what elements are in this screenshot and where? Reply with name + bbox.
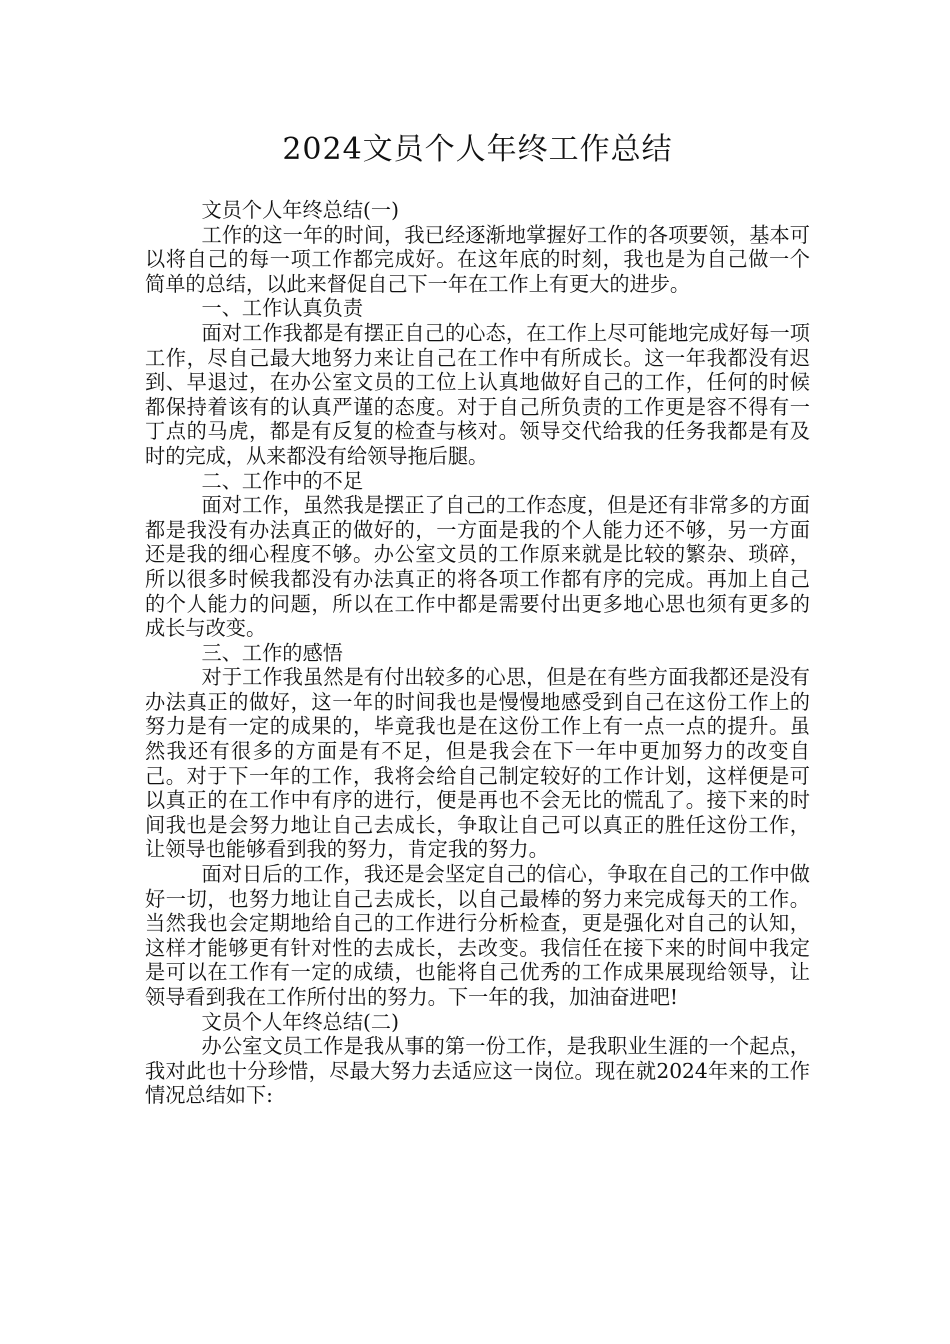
document-title: 2024文员个人年终工作总结 bbox=[282, 132, 673, 167]
paragraph-3: 对于工作我虽然是有付出较多的心思，但是在有些方面我都还是没有办法真正的做好，这一年的时间我也是慢慢地感受到自己在这份工作上的努力是有一定的成果的，毕竟我也是在这份工作上有一点一点的提升。虽然我还有很多的方面是有不足，但是我会在下一年中更加努力的改变自己。对于下一年的工作，我将会给自己制定较好的工作计划，这样便是可以真正的在工作中有序的进行，便是再也不会无比的慌乱了。接下来的时间我也是会努力地让自己去成长，争取让自己可以真正的胜任这份工作，让领导也能够看到我的努力，肯定我的努力。 bbox=[145, 665, 810, 862]
document-body bbox=[145, 198, 810, 1108]
paragraph-4: 面对日后的工作，我还是会坚定自己的信心，争取在自己的工作中做好一切，也努力地让自己去成长，以自己最棒的努力来完成每天的工作。当然我也会定期地给自己的工作进行分析检查，更是强化对自己的认知，这样才能够更有针对性的去成长，去改变。我信任在接下来的时间中我定是可以在工作有一定的成绩，也能将自己优秀的工作成果展现给领导，让领导看到我在工作所付出的努力。下一年的我，加油奋进吧! bbox=[145, 862, 810, 1009]
section-heading-2: 文员个人年终总结(二) bbox=[201, 1009, 399, 1034]
paragraph-1: 面对工作我都是有摆正自己的心态，在工作上尽可能地完成好每一项工作，尽自己最大地努力来让自己在工作中有所成长。这一年我都没有迟到、早退过，在办公室文员的工位上认真地做好自己的工作，任何的时候都保持着该有的认真严谨的态度。对于自己所负责的工作更是容不得有一丁点的马虎，都是有反复的检查与核对。领导交代给我的任务我都是有及时的完成，从来都没有给领导拖后腿。 bbox=[145, 320, 810, 468]
subheading-2: 二、工作中的不足 bbox=[201, 468, 364, 493]
document-page bbox=[145, 128, 810, 1108]
paragraph-intro: 工作的这一年的时间，我已经逐渐地掌握好工作的各项要领，基本可以将自己的每一项工作都完成好。在这年底的时刻，我也是为自己做一个简单的总结，以此来督促自己下一年在工作上有更大的进步。 bbox=[145, 222, 810, 296]
paragraph-5: 办公室文员工作是我从事的第一份工作，是我职业生涯的一个起点，我对此也十分珍惜，尽最大努力去适应这一岗位。现在就2024年来的工作情况总结如下: bbox=[145, 1034, 810, 1108]
subheading-3: 三、工作的感悟 bbox=[201, 640, 343, 665]
paragraph-2: 面对工作，虽然我是摆正了自己的工作态度，但是还有非常多的方面都是我没有办法真正的做好的，一方面是我的个人能力还不够，另一方面还是我的细心程度不够。办公室文员的工作原来就是比较的繁杂、琐碎，所以很多时候我都没有办法真正的将各项工作都有序的完成。再加上自己的个人能力的问题，所以在工作中都是需要付出更多地心思也须有更多的成长与改变。 bbox=[145, 493, 810, 641]
subheading-1: 一、工作认真负责 bbox=[201, 296, 364, 321]
section-heading-1: 文员个人年终总结(一) bbox=[201, 198, 399, 222]
